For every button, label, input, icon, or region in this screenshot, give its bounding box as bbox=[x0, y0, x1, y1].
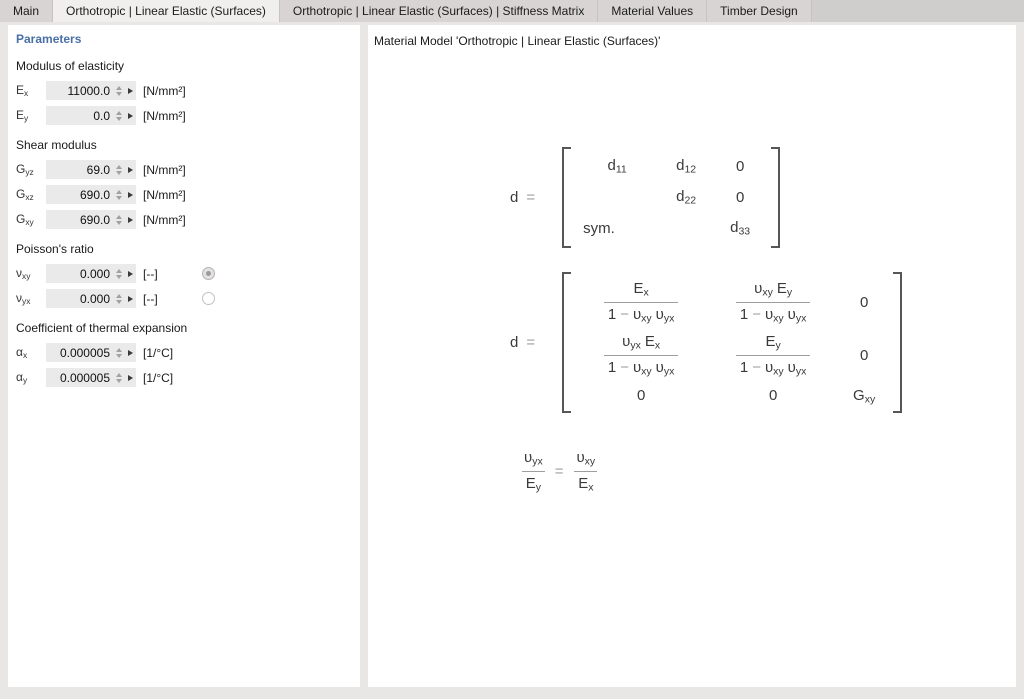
spinner-icon[interactable] bbox=[113, 190, 124, 200]
param-row-alphax bbox=[16, 343, 352, 362]
ex-input[interactable] bbox=[46, 81, 136, 100]
param-label-ex: $E_x$ bbox=[16, 83, 29, 99]
param-label-alphax: $\alpha_x$ bbox=[16, 345, 28, 361]
expand-arrow-icon[interactable] bbox=[124, 296, 136, 302]
unit-label: [N/mm²] bbox=[143, 108, 186, 123]
param-row-nuyx bbox=[16, 289, 352, 308]
spinner-icon[interactable] bbox=[113, 269, 124, 279]
param-row-ex bbox=[16, 81, 352, 100]
expand-arrow-icon[interactable] bbox=[124, 167, 136, 173]
tab-material-values[interactable]: Material Values bbox=[598, 0, 707, 22]
param-row-gyz bbox=[16, 160, 352, 179]
nuyx-radio[interactable] bbox=[202, 292, 215, 305]
material-model-panel bbox=[368, 25, 1016, 687]
param-row-alphay bbox=[16, 368, 352, 387]
alphay-input[interactable] bbox=[46, 368, 136, 387]
unit-label: [--] bbox=[143, 266, 158, 281]
spinner-icon[interactable] bbox=[113, 348, 124, 358]
ey-value[interactable]: 0.0 bbox=[93, 108, 110, 123]
section-heading-thermal-expansion: Coefficient of thermal expansion bbox=[16, 321, 188, 335]
spinner-icon[interactable] bbox=[113, 373, 124, 383]
section-heading-poissons-ratio: Poisson's ratio bbox=[16, 242, 94, 256]
alphax-input[interactable] bbox=[46, 343, 136, 362]
expand-arrow-icon[interactable] bbox=[124, 217, 136, 223]
param-label-ey: $E_y$ bbox=[16, 108, 29, 124]
alphay-value[interactable]: 0.000005 bbox=[59, 370, 110, 385]
param-label-nuxy: $\nu_{xy}$ bbox=[16, 266, 31, 282]
tab-orthotropic-stiffness-matrix[interactable]: Orthotropic | Linear Elastic (Surfaces) | Stiffness Matrix bbox=[280, 0, 598, 22]
gyz-input[interactable] bbox=[46, 160, 136, 179]
nuxy-input[interactable] bbox=[46, 264, 136, 283]
param-row-nuxy bbox=[16, 264, 352, 283]
gxy-input[interactable] bbox=[46, 210, 136, 229]
section-heading-shear-modulus: Shear modulus bbox=[16, 138, 97, 152]
section-heading-modulus-of-elasticity: Modulus of elasticity bbox=[16, 59, 125, 73]
matrix-brackets: $\frac{E_x}{1 - \upsilon_{xy} \upsilon_{yx}}$ $\frac{\upsilon_{xy} E_y}{1 - \upsilon_{xy} \upsilon_{yx}}$ 0 $\frac{\upsilon_{yx} E_x}{1 - \upsilon_{xy} \upsilon_{yx}}$ $\frac{E_y}{1 - \upsilon_{xy} \upsilon_{yx}}$ 0 0 0 $G_{xy}$ bbox=[562, 272, 902, 413]
param-row-gxy bbox=[16, 210, 352, 229]
unit-label: [N/mm²] bbox=[143, 162, 186, 177]
spinner-icon[interactable] bbox=[113, 215, 124, 225]
nuyx-input[interactable] bbox=[46, 289, 136, 308]
formula-poisson-reciprocity: $\frac{\upsilon_{yx}}{E_y}$ = $\frac{\upsilon_{xy}}{E_x}$ bbox=[520, 449, 599, 493]
spinner-icon[interactable] bbox=[113, 294, 124, 304]
expand-arrow-icon[interactable] bbox=[124, 271, 136, 277]
unit-label: [N/mm²] bbox=[143, 83, 186, 98]
nuyx-value[interactable]: 0.000 bbox=[79, 291, 110, 306]
tab-bar bbox=[0, 0, 1024, 22]
material-model-title: Material Model 'Orthotropic | Linear Elastic (Surfaces)' bbox=[374, 34, 661, 48]
nuxy-value[interactable]: 0.000 bbox=[79, 266, 110, 281]
expand-arrow-icon[interactable] bbox=[124, 113, 136, 119]
param-label-alphay: $\alpha_y$ bbox=[16, 370, 28, 386]
param-row-ey bbox=[16, 106, 352, 125]
param-row-gxz bbox=[16, 185, 352, 204]
parameters-panel bbox=[8, 25, 360, 687]
left-bracket bbox=[562, 147, 571, 248]
formula-stiffness-matrix-symbolic: d = $d_{11}$ $d_{12}$ 0 $d_{22}$ 0 sym. $d_{33}$ bbox=[510, 147, 780, 248]
gxy-value[interactable]: 690.0 bbox=[79, 212, 110, 227]
tab-timber-design[interactable]: Timber Design bbox=[707, 0, 812, 22]
spinner-icon[interactable] bbox=[113, 111, 124, 121]
unit-label: [N/mm²] bbox=[143, 187, 186, 202]
ex-value[interactable]: 11000.0 bbox=[67, 83, 110, 98]
unit-label: [1/°C] bbox=[143, 370, 174, 385]
tab-main[interactable]: Main bbox=[0, 0, 53, 22]
left-bracket bbox=[562, 272, 571, 413]
param-label-gxz: $G_{xz}$ bbox=[16, 187, 34, 203]
ey-input[interactable] bbox=[46, 106, 136, 125]
formula-stiffness-matrix-explicit: d = $\frac{E_x}{1 - \upsilon_{xy} \upsilon_{yx}}$ $\frac{\upsilon_{xy} E_y}{1 - \upsilon_{xy} \upsilon_{yx}}$ 0 $\frac{\upsilon_{yx} E_x}{1 - \upsilon_{xy} \upsilon_{yx}}$ $\frac{E_y}{1 - \upsilon_{xy} \upsilon_{yx}}$ 0 0 0 $G_{xy}$ bbox=[510, 272, 902, 413]
expand-arrow-icon[interactable] bbox=[124, 350, 136, 356]
unit-label: [N/mm²] bbox=[143, 212, 186, 227]
alphax-value[interactable]: 0.000005 bbox=[59, 345, 110, 360]
unit-label: [1/°C] bbox=[143, 345, 174, 360]
param-label-nuyx: $\nu_{yx}$ bbox=[16, 291, 31, 307]
parameters-title: Parameters bbox=[16, 32, 82, 46]
expand-arrow-icon[interactable] bbox=[124, 88, 136, 94]
nuxy-radio[interactable] bbox=[202, 267, 215, 280]
unit-label: [--] bbox=[143, 291, 158, 306]
param-label-gxy: $G_{xy}$ bbox=[16, 212, 34, 228]
tab-bar-filler bbox=[812, 0, 1024, 22]
expand-arrow-icon[interactable] bbox=[124, 375, 136, 381]
matrix-brackets: $d_{11}$ $d_{12}$ 0 $d_{22}$ 0 sym. $d_{33}$ bbox=[562, 147, 780, 248]
param-label-gyz: $G_{yz}$ bbox=[16, 162, 34, 178]
gyz-value[interactable]: 69.0 bbox=[86, 162, 110, 177]
spinner-icon[interactable] bbox=[113, 86, 124, 96]
expand-arrow-icon[interactable] bbox=[124, 192, 136, 198]
gxz-input[interactable] bbox=[46, 185, 136, 204]
spinner-icon[interactable] bbox=[113, 165, 124, 175]
right-bracket bbox=[771, 147, 780, 248]
tab-orthotropic-linear-elastic-surfaces[interactable]: Orthotropic | Linear Elastic (Surfaces) bbox=[53, 0, 280, 22]
right-bracket bbox=[893, 272, 902, 413]
gxz-value[interactable]: 690.0 bbox=[79, 187, 110, 202]
